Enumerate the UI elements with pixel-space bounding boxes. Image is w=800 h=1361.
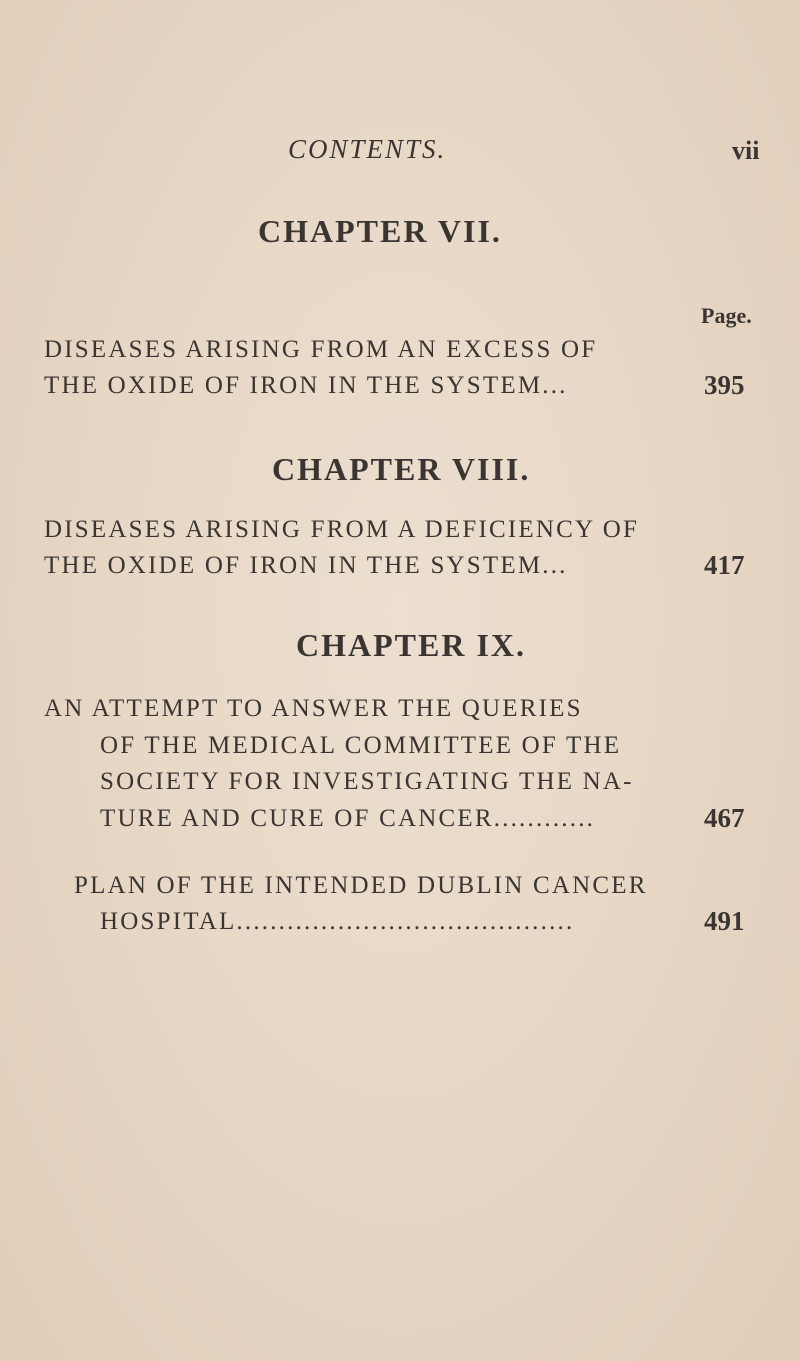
chapter-viii-line-1: DISEASES ARISING FROM A DEFICIENCY OF xyxy=(44,516,640,543)
running-title: CONTENTS. xyxy=(288,134,447,164)
chapter-vii-line-2: THE OXIDE OF IRON IN THE SYSTEM... xyxy=(44,372,568,399)
chapter-vii-page: 395 xyxy=(704,370,745,400)
chapter-viii-heading: CHAPTER VIII. xyxy=(272,451,531,487)
chapter-vii-heading: CHAPTER VII. xyxy=(258,213,502,249)
appendix-line-1: PLAN OF THE INTENDED DUBLIN CANCER xyxy=(74,872,648,899)
chapter-viii-page: 417 xyxy=(704,550,745,580)
chapter-viii-line-2: THE OXIDE OF IRON IN THE SYSTEM... xyxy=(44,552,568,579)
chapter-vii-line-1: DISEASES ARISING FROM AN EXCESS OF xyxy=(44,336,598,363)
appendix-page: 491 xyxy=(704,906,745,936)
chapter-ix-line-3: SOCIETY FOR INVESTIGATING THE NA- xyxy=(100,768,634,795)
page-number: vii xyxy=(732,136,760,165)
chapter-ix-line-1: AN ATTEMPT TO ANSWER THE QUERIES xyxy=(44,695,583,722)
page-column-label: Page. xyxy=(701,303,752,328)
chapter-ix-line-4: TURE AND CURE OF CANCER............ xyxy=(100,805,596,832)
chapter-ix-page: 467 xyxy=(704,803,745,833)
appendix-line-2: HOSPITAL........................................ xyxy=(100,908,575,935)
chapter-ix-line-2: OF THE MEDICAL COMMITTEE OF THE xyxy=(100,732,622,759)
chapter-ix-heading: CHAPTER IX. xyxy=(296,627,527,663)
